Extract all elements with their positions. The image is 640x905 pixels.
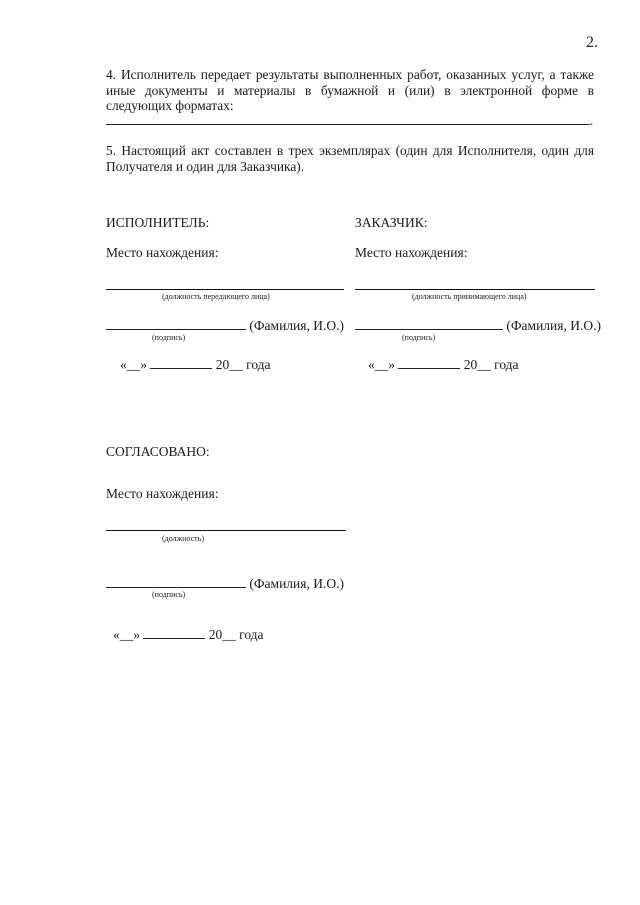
customer-location-label: Место нахождения:: [355, 245, 468, 260]
executor-signature-line: [106, 317, 246, 330]
executor-signature-row: [106, 317, 344, 334]
customer-heading: ЗАКАЗЧИК:: [355, 215, 428, 230]
agreed-signature-line: [106, 575, 246, 588]
customer-date-day: «__»: [368, 357, 395, 372]
agreed-signature-caption: (подпись): [152, 590, 186, 599]
page-number: 2.: [586, 34, 598, 51]
customer-position-caption: (должность принимающего лица): [412, 292, 527, 301]
customer-date-row: [368, 356, 519, 373]
customer-date-year: 20__: [463, 357, 491, 372]
executor-position-caption: (должность передающего лица): [162, 292, 270, 301]
executor-position-line: [106, 289, 344, 290]
item-4-fill-line: [106, 124, 590, 125]
executor-date-month-line: [150, 356, 212, 369]
customer-name-hint: (Фамилия, И.О.): [506, 318, 601, 333]
agreed-position-caption: (должность): [162, 534, 204, 543]
agreed-date-suffix: года: [239, 627, 264, 642]
customer-position-line: [355, 289, 595, 290]
executor-date-year: 20__: [215, 357, 243, 372]
agreed-position-line: [106, 530, 346, 531]
customer-signature-row: [355, 317, 601, 334]
agreed-name-hint: (Фамилия, И.О.): [249, 576, 344, 591]
item-5-paragraph: 5. Настоящий акт составлен в трех экземплярах (один для Исполнителя, один для Получателя и один для Заказчика).: [106, 143, 594, 174]
executor-date-suffix: года: [246, 357, 271, 372]
agreed-location-label: Место нахождения:: [106, 486, 219, 501]
executor-date-day: «__»: [120, 357, 147, 372]
executor-signature-caption: (подпись): [152, 333, 186, 342]
agreed-date-year: 20__: [208, 627, 236, 642]
executor-location-label: Место нахождения:: [106, 245, 219, 260]
agreed-date-day: «__»: [113, 627, 140, 642]
agreed-heading: СОГЛАСОВАНО:: [106, 444, 210, 459]
customer-signature-caption: (подпись): [402, 333, 436, 342]
item-4-line-end: .: [590, 113, 594, 128]
customer-signature-line: [355, 317, 503, 330]
agreed-signature-row: [106, 575, 344, 592]
executor-name-hint: (Фамилия, И.О.): [249, 318, 344, 333]
agreed-date-month-line: [143, 626, 205, 639]
customer-date-suffix: года: [494, 357, 519, 372]
executor-date-row: [120, 356, 271, 373]
customer-date-month-line: [398, 356, 460, 369]
item-4-paragraph: 4. Исполнитель передает результаты выполненных работ, оказанных услуг, а также иные документы и материалы в бумажной и (или) в электронной форме в следующих форматах:: [106, 67, 594, 113]
agreed-date-row: [113, 626, 264, 643]
executor-heading: ИСПОЛНИТЕЛЬ:: [106, 215, 210, 230]
